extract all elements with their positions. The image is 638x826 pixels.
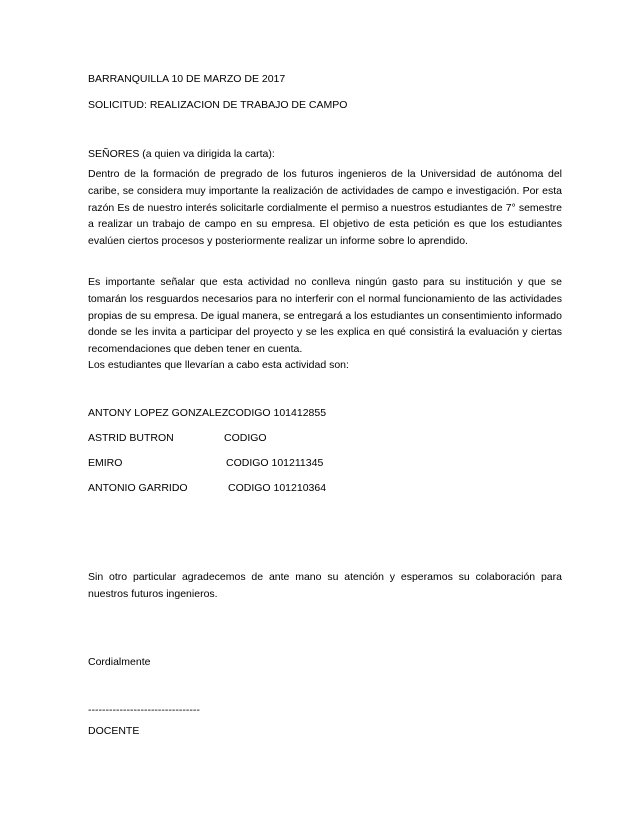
date-line: BARRANQUILLA 10 DE MARZO DE 2017: [88, 73, 286, 85]
students-intro: Los estudiantes que llevarían a cabo esta actividad son:: [88, 359, 349, 371]
student-row: [88, 430, 562, 446]
student-row: [88, 455, 562, 471]
student-row: [88, 405, 562, 421]
student-name: ASTRID BUTRON: [88, 432, 174, 444]
student-name: ANTONY LOPEZ GONZALEZ: [88, 407, 229, 419]
student-code: CODIGO: [224, 432, 267, 444]
student-code: CODIGO 101412855: [228, 407, 327, 419]
signature-line: --------------------------------: [88, 704, 200, 716]
student-code: CODIGO 101210364: [228, 482, 327, 494]
student-name: EMIRO: [88, 457, 123, 469]
closing-paragraph: Sin otro particular agradecemos de ante mano su atención y esperamos su colaboración para nuestros futuros ingenieros.: [88, 571, 562, 600]
student-name: ANTONIO GARRIDO: [88, 482, 188, 494]
paragraph-conditions: Es importante señalar que esta actividad no conlleva ningún gasto para su institución y que se tomarán los resguardos necesarios para no interferir con el normal funcionamiento de las actividades propias de su empresa. De igual manera, se entregará a los estudiantes un consentimiento informado donde se les invita a participar del proyecto y se les explica en qué consistirá la evaluación y ciertas recomendaciones que deben tener en cuenta.: [88, 276, 562, 356]
student-code: CODIGO 101211345: [226, 457, 324, 469]
signer: DOCENTE: [88, 725, 140, 737]
salutation: SEÑORES (a quien va dirigida la carta):: [88, 148, 275, 160]
paragraph-intro: Dentro de la formación de pregrado de los futuros ingenieros de la Universidad de autónoma del caribe, se considera muy importante la realización de actividades de campo e investigación. Por esta razón Es de nuestro interés solicitarle cordialmente el permiso a nuestros estudiantes de 7° semestre a realizar un trabajo de campo en su empresa. El objetivo de esta petición es que los estudiantes evalúen ciertos procesos y posteriormente realizar un informe sobre lo aprendido.: [88, 168, 562, 248]
subject-line: SOLICITUD: REALIZACION DE TRABAJO DE CAMPO: [88, 99, 348, 111]
closing: Cordialmente: [88, 656, 151, 668]
student-row: [88, 480, 562, 496]
